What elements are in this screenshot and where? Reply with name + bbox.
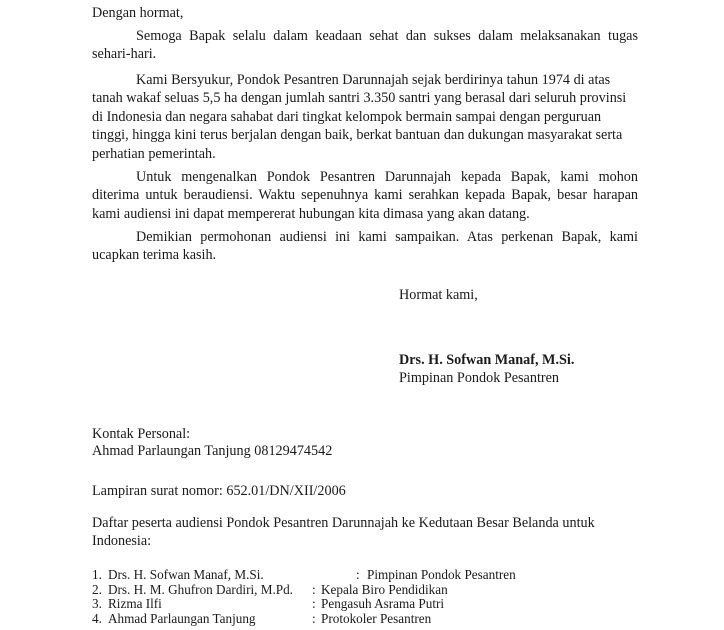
separator: : [312,610,316,626]
paragraph-about: Kami Bersyukur, Pondok Pesantren Darunnajah sejak berdirinya tahun 1974 di atas tanah wakaf seluas 5,5 ha dengan jumlah santri 3.350 santri yang berasal dari seluruh provinsi di Indonesia dan negara sahabat dari tingkat kelompok bermain sampai dengan perguruan tinggi, hingga kini terus berjalan dengan baik, berkat bantuan dan dukungan masyarakat serta perhatian pemerintah. [92,72,627,162]
salutation: Dengan hormat, [92,5,184,21]
participant-name: Drs. H. Sofwan Manaf, M.Si. [108,567,264,582]
participant-name: Drs. H. M. Ghufron Dardiri, M.Pd. [108,581,293,597]
list-item [92,612,638,627]
participant-role: Kepala Biro Pendidikan [321,581,448,597]
signatory-title: Pimpinan Pondok Pesantren [399,370,559,386]
participants-heading: Daftar peserta audiensi Pondok Pesantren Darunnajah ke Kedutaan Besar Belanda untuk Indonesia: [92,515,595,550]
signatory-name: Drs. H. Sofwan Manaf, M.Si. [399,352,575,368]
contact-label: Kontak Personal: [92,426,191,442]
list-item [92,583,638,598]
attachment-reference: Lampiran surat nomor: 652.01/DN/XII/2006 [92,483,346,499]
participant-role: Pimpinan Pondok Pesantren [367,567,516,582]
contact-person: Ahmad Parlaungan Tanjung 08129474542 [92,443,333,459]
participant-role: Protokoler Pesantren [321,610,432,626]
item-number: 1. [92,567,102,582]
participants-list [92,568,638,626]
list-item [92,597,638,612]
item-number: 4. [92,610,102,626]
closing-phrase: Hormat kami, [399,287,478,303]
participant-role: Pengasuh Asrama Putri [321,596,445,612]
participant-name: Ahmad Parlaungan Tanjung [108,610,256,626]
paragraph-greeting: Semoga Bapak selalu dalam keadaan sehat dan sukses dalam melaksanakan tugas sehari-hari. [92,28,638,63]
item-number: 3. [92,596,102,612]
paragraph-request: Untuk mengenalkan Pondok Pesantren Darunnajah kepada Bapak, kami mohon diterima untuk beraudiensi. Waktu sepenuhnya kami serahkan kepada Bapak, besar harapan kami audiensi ini dapat mempererat hubungan kita dimasa yang akan datang. [92,169,638,222]
paragraph-closing: Demikian permohonan audiensi ini kami sampaikan. Atas perkenan Bapak, kami ucapkan terima kasih. [92,229,638,264]
separator: : [312,581,316,597]
item-number: 2. [92,581,102,597]
list-item [92,568,638,583]
participant-name: Rizma Ilfi [108,596,162,612]
separator: : [356,567,360,582]
separator: : [312,596,316,612]
